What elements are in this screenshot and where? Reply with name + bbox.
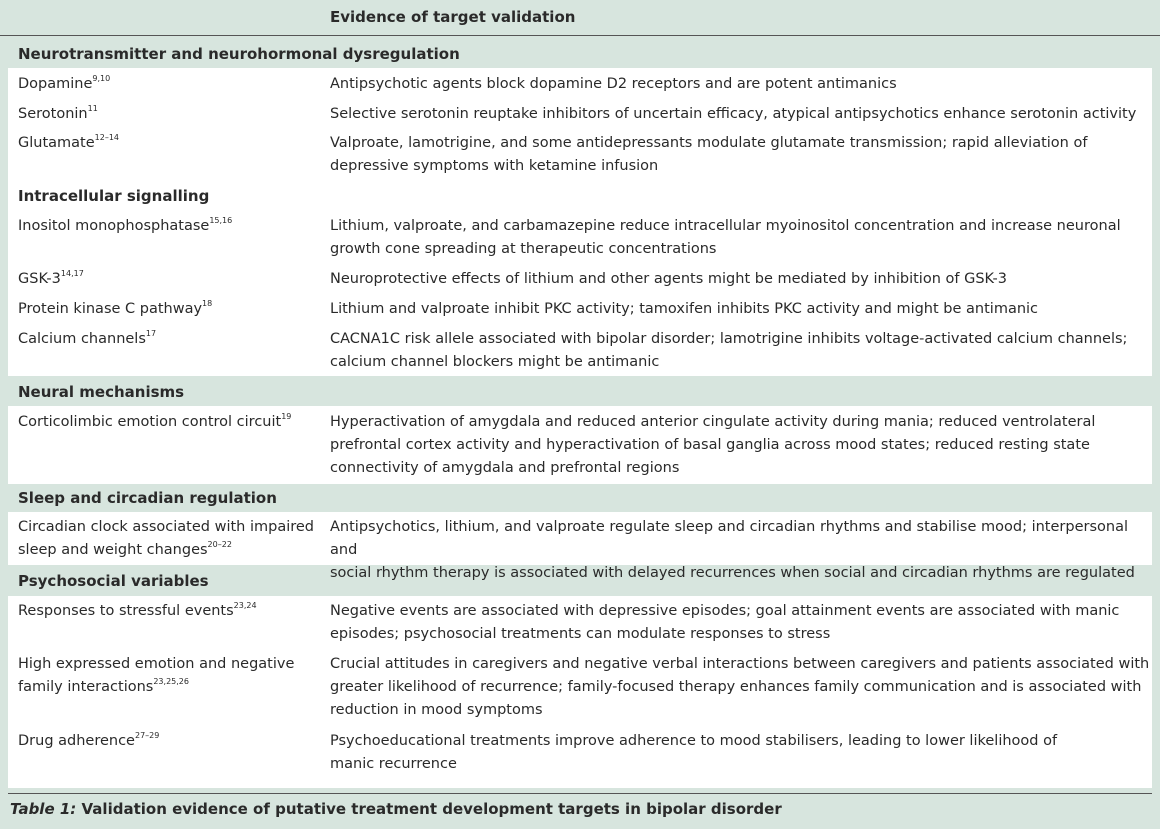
- evidence-text-line: Crucial attitudes in caregivers and negative verbal interactions between caregivers and patients associated with: [330, 656, 1150, 672]
- evidence-text: Neuroprotective effects of lithium and other agents might be mediated by inhibition of GSK-3: [330, 271, 1007, 287]
- evidence-text: Lithium and valproate inhibit PKC activity; tamoxifen inhibits PKC activity and might be antimanic: [330, 301, 1039, 317]
- evidence-text-line: Valproate, lamotrigine, and some antidepressants modulate glutamate transmission; rapid alleviation of: [330, 135, 1088, 151]
- evidence-text-line: greater likelihood of recurrence; family-focused therapy enhances family communication and is associated with: [330, 679, 1142, 695]
- target-name: Calcium channels: [18, 331, 146, 347]
- table-header: [0, 0, 1160, 36]
- target-name: Glutamate: [18, 135, 95, 151]
- reference-superscript: 23,25,26: [153, 677, 189, 686]
- reference-superscript: 23,24: [233, 601, 257, 610]
- target-name: Serotonin: [18, 106, 88, 122]
- evidence-text: Antipsychotic agents block dopamine D2 receptors and are potent antimanics: [330, 76, 897, 92]
- reference-superscript: 11: [87, 104, 98, 113]
- target-name: Inositol monophosphatase: [18, 218, 210, 234]
- section-title: Neurotransmitter and neurohormonal dysregulation: [18, 45, 460, 63]
- section-neurotransmitter: [0, 36, 1160, 186]
- evidence-text-line: CACNA1C risk allele associated with bipolar disorder; lamotrigine inhibits voltage-activated calcium channels;: [330, 331, 1128, 347]
- reference-superscript: 20–22: [207, 540, 232, 549]
- caption-label: Table 1:: [10, 800, 77, 818]
- section-rows: [8, 596, 1152, 788]
- reference-superscript: 19: [281, 412, 292, 421]
- section-neural: [0, 376, 1160, 484]
- evidence-text-line: Lithium, valproate, and carbamazepine reduce intracellular myoinositol concentration and increase neuronal: [330, 218, 1121, 234]
- evidence-text-line: calcium channel blockers might be antimanic: [330, 354, 660, 370]
- evidence-text-line: growth cone spreading at therapeutic concentrations: [330, 241, 717, 257]
- reference-superscript: 12–14: [94, 133, 120, 142]
- section-psychosocial: [0, 566, 1160, 788]
- evidence-text-line: social rhythm therapy is associated with delayed recurrences when social and circadian rhythms are regulated: [330, 565, 1135, 581]
- target-name: GSK-3: [18, 271, 61, 287]
- evidence-text-line: manic recurrence: [330, 756, 457, 772]
- evidence-text-line: depressive symptoms with ketamine infusion: [330, 158, 659, 174]
- reference-superscript: 18: [202, 299, 213, 308]
- target-name: Corticolimbic emotion control circuit: [18, 414, 282, 430]
- target-name-line: sleep and weight changes: [18, 542, 208, 558]
- reference-superscript: 27–29: [134, 731, 160, 740]
- target-name: Protein kinase C pathway: [18, 301, 203, 317]
- target-name: Dopamine: [18, 76, 93, 92]
- column-header-evidence: Evidence of target validation: [330, 8, 576, 26]
- reference-superscript: 9,10: [92, 74, 111, 83]
- section-title: Intracellular signalling: [18, 187, 210, 205]
- evidence-text-line: Antipsychotics, lithium, and valproate regulate sleep and circadian rhythms and stabilise mood; interpersonal and: [330, 519, 1128, 558]
- evidence-text: Selective serotonin reuptake inhibitors of uncertain efficacy, atypical antipsychotics enhance serotonin activity: [330, 106, 1137, 122]
- target-name-line: family interactions: [18, 679, 154, 695]
- reference-superscript: 15,16: [209, 216, 233, 225]
- target-name: Responses to stressful events: [18, 603, 234, 619]
- evidence-text-line: episodes; psychosocial treatments can modulate responses to stress: [330, 626, 831, 642]
- section-rows: [8, 406, 1152, 484]
- target-name-line: Circadian clock associated with impaired: [18, 519, 315, 535]
- caption-divider: [8, 793, 1152, 794]
- evidence-text-line: reduction in mood symptoms: [330, 702, 543, 718]
- section-title: Psychosocial variables: [18, 572, 209, 590]
- reference-superscript: 14,17: [60, 269, 84, 278]
- target-name: Drug adherence: [18, 733, 135, 749]
- evidence-text-line: Negative events are associated with depressive episodes; goal attainment events are associated with manic: [330, 603, 1120, 619]
- target-name-line: High expressed emotion and negative: [18, 656, 295, 672]
- evidence-text-line: Psychoeducational treatments improve adherence to mood stabilisers, leading to lower likelihood of: [330, 733, 1058, 749]
- table-caption: [10, 800, 782, 818]
- section-intracellular: [0, 180, 1160, 376]
- caption-text: Validation evidence of putative treatment development targets in bipolar disorder: [76, 800, 782, 818]
- evidence-text-line: connectivity of amygdala and prefrontal regions: [330, 460, 680, 476]
- evidence-text-line: Hyperactivation of amygdala and reduced anterior cingulate activity during mania; reduced ventrolateral: [330, 414, 1096, 430]
- section-rows: [8, 210, 1152, 376]
- section-title: Sleep and circadian regulation: [18, 489, 277, 507]
- section-title: Neural mechanisms: [18, 383, 185, 401]
- evidence-text-line: prefrontal cortex activity and hyperactivation of basal ganglia across mood states; reduced resting state: [330, 437, 1090, 453]
- reference-superscript: 17: [145, 329, 157, 338]
